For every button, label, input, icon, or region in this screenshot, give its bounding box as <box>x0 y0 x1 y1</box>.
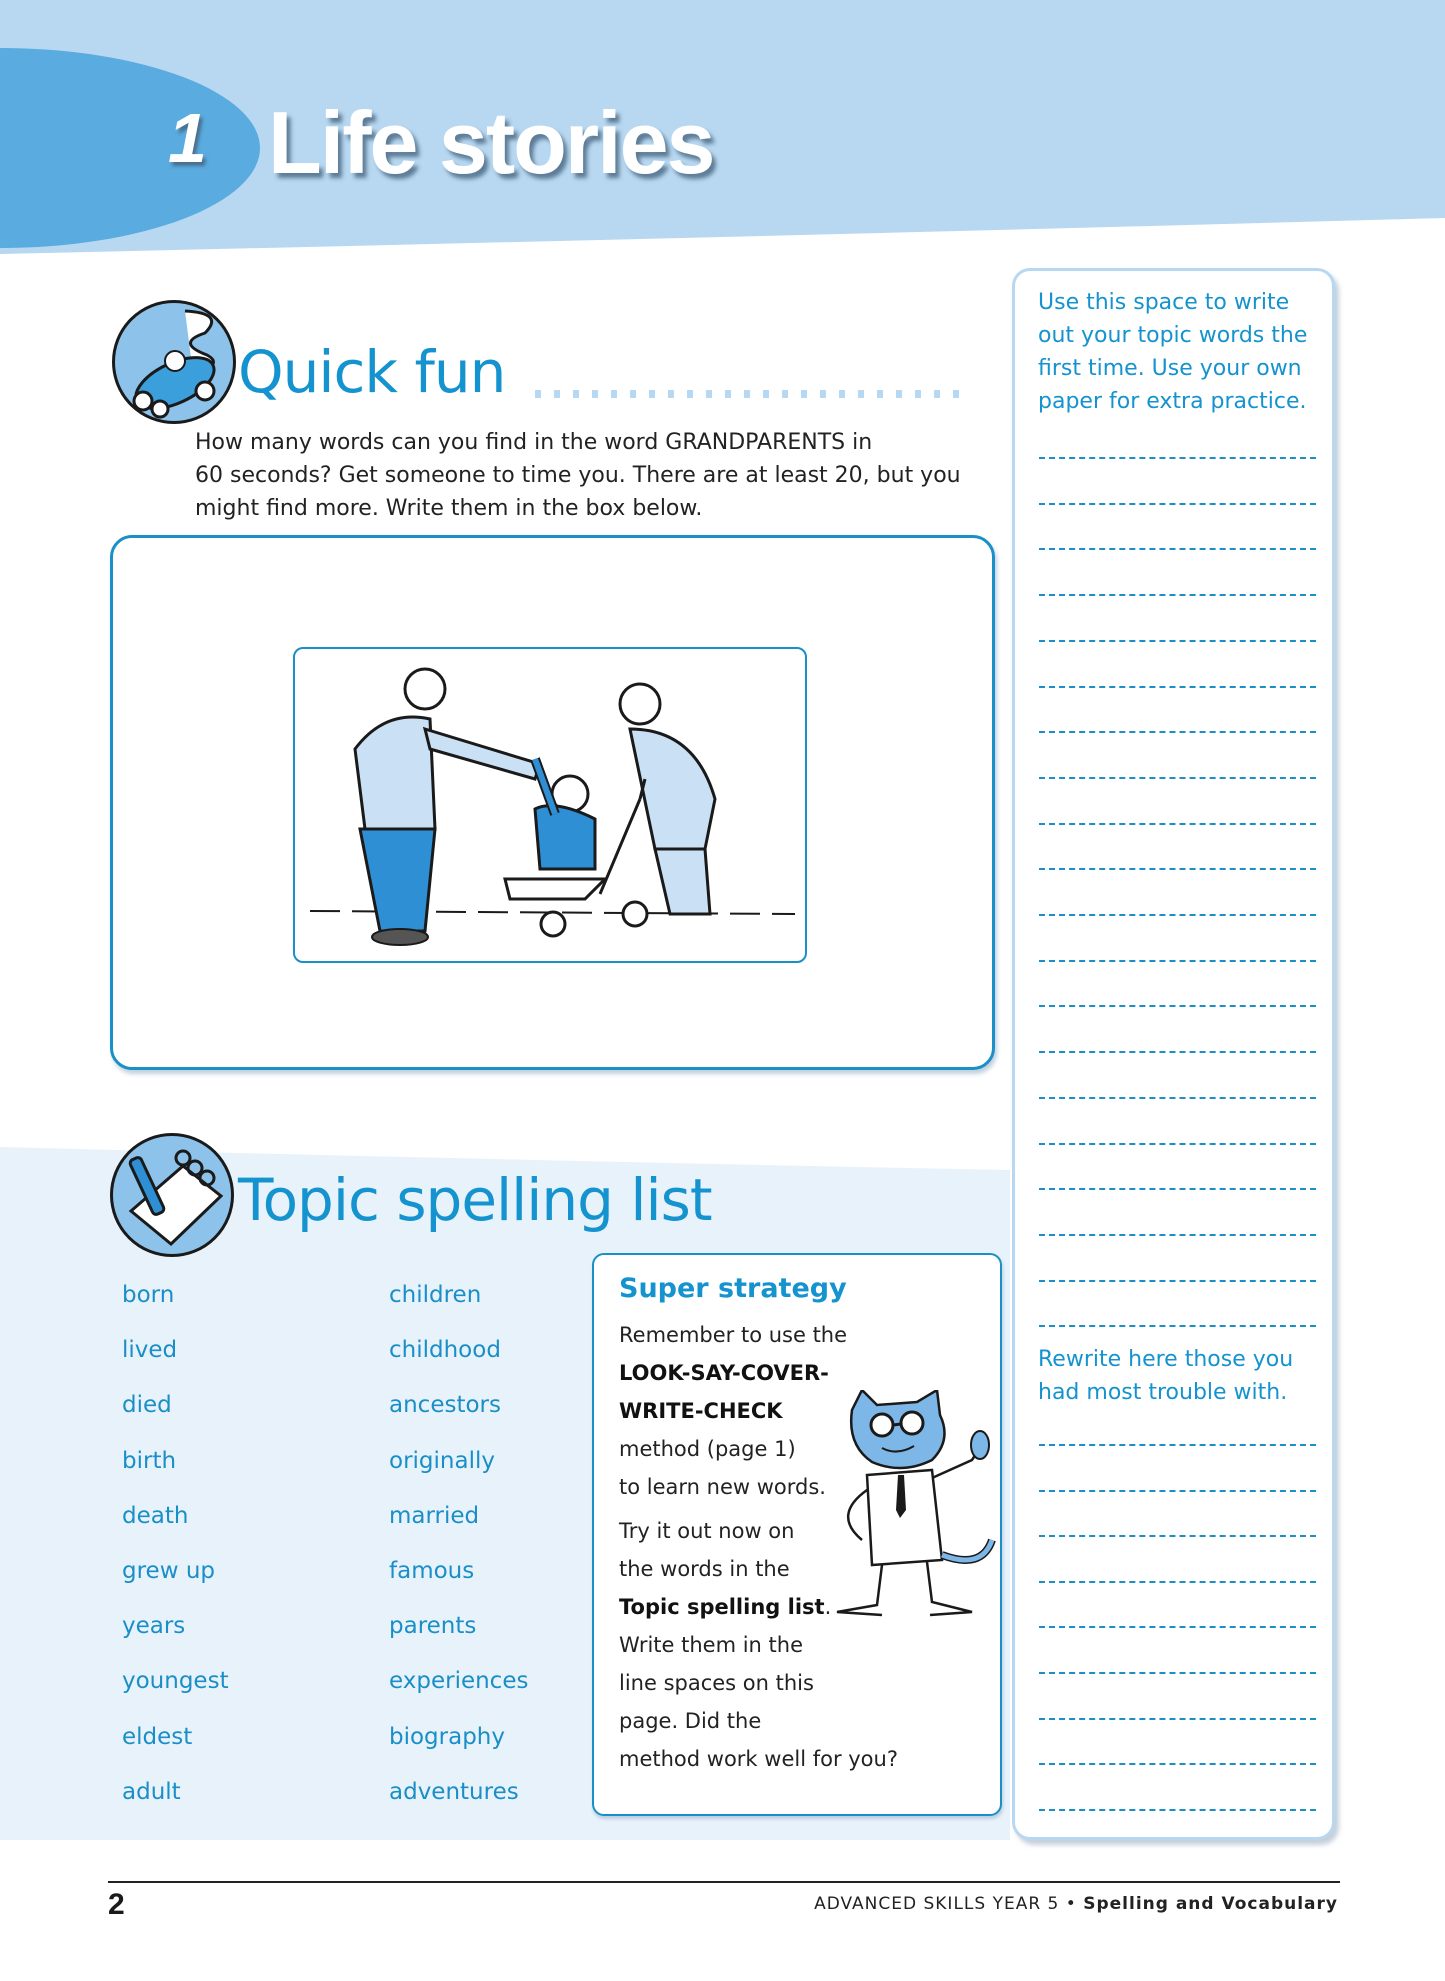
write-line[interactable] <box>1039 914 1316 916</box>
write-line[interactable] <box>1039 868 1316 870</box>
write-line[interactable] <box>1039 960 1316 962</box>
grandparents-illustration <box>293 647 807 963</box>
cat-mascot-icon <box>822 1390 1002 1625</box>
write-line[interactable] <box>1039 1672 1316 1674</box>
sidebar-intro-line: first time. Use your own <box>1038 356 1302 381</box>
spelling-word: ancestors <box>389 1392 501 1419</box>
sidebar-intro-line: out your topic words the <box>1038 323 1308 348</box>
write-line[interactable] <box>1039 503 1316 505</box>
strategy-line: method work well for you? <box>619 1747 898 1771</box>
write-line[interactable] <box>1039 1143 1316 1145</box>
strategy-line: Try it out now on <box>619 1519 795 1543</box>
write-line[interactable] <box>1039 1490 1316 1492</box>
series-name: ADVANCED SKILLS YEAR 5 <box>814 1894 1060 1914</box>
write-line[interactable] <box>1039 731 1316 733</box>
sidebar-rewrite-line: Rewrite here those you <box>1038 1347 1294 1372</box>
strategy-line <box>619 1595 831 1619</box>
chapter-title: Life stories <box>268 93 714 192</box>
word-practice-sidebar <box>1012 268 1335 1840</box>
spelling-column-2 <box>389 1282 528 1834</box>
instruction-line: might find more. Write them in the box below. <box>195 496 703 521</box>
strategy-line: method (page 1) <box>619 1437 796 1461</box>
write-line[interactable] <box>1039 1097 1316 1099</box>
chapter-number: 1 <box>168 99 207 177</box>
write-line[interactable] <box>1039 640 1316 642</box>
spelling-word: birth <box>122 1447 177 1474</box>
topic-spelling-heading: Topic spelling list <box>238 1166 712 1234</box>
period: . <box>824 1595 832 1619</box>
strategy-line: line spaces on this <box>619 1671 814 1695</box>
write-line[interactable] <box>1039 1325 1316 1327</box>
spelling-word: famous <box>389 1557 475 1584</box>
sidebar-intro-line: paper for extra practice. <box>1038 389 1307 414</box>
write-line[interactable] <box>1039 548 1316 550</box>
spelling-word: experiences <box>389 1668 529 1695</box>
spelling-word: adventures <box>389 1778 519 1805</box>
page-number: 2 <box>108 1888 125 1921</box>
write-line[interactable] <box>1039 1581 1316 1583</box>
spelling-word: originally <box>389 1447 495 1474</box>
spelling-word: childhood <box>389 1337 501 1364</box>
subject-name: Spelling and Vocabulary <box>1083 1894 1338 1914</box>
notepad-pencil-icon <box>110 1133 234 1257</box>
write-line[interactable] <box>1039 1718 1316 1720</box>
write-line[interactable] <box>1039 823 1316 825</box>
strategy-line: the words in the <box>619 1557 790 1581</box>
sidebar-intro-line: Use this space to write <box>1038 290 1290 315</box>
write-line[interactable] <box>1039 777 1316 779</box>
spelling-word: biography <box>389 1723 505 1750</box>
quick-fun-heading: Quick fun <box>238 338 506 406</box>
spelling-word: grew up <box>122 1557 215 1584</box>
write-line[interactable] <box>1039 1763 1316 1765</box>
write-line[interactable] <box>1039 1280 1316 1282</box>
super-strategy-box <box>592 1253 1002 1816</box>
quick-fun-instructions <box>195 426 975 525</box>
spelling-word: parents <box>389 1613 477 1640</box>
spelling-column-1 <box>122 1282 229 1834</box>
strategy-line: Write them in the <box>619 1633 803 1657</box>
write-line[interactable] <box>1039 1626 1316 1628</box>
spelling-word: years <box>122 1613 186 1640</box>
spelling-word: eldest <box>122 1723 193 1750</box>
write-line[interactable] <box>1039 1535 1316 1537</box>
method-name: WRITE-CHECK <box>619 1399 783 1423</box>
spelling-word: adult <box>122 1778 181 1805</box>
super-strategy-title: Super strategy <box>619 1273 847 1304</box>
footer-rule <box>108 1881 1340 1883</box>
instruction-line: 60 seconds? Get someone to time you. There are at least 20, but you <box>195 463 961 488</box>
spelling-word: married <box>389 1502 480 1529</box>
spelling-word: children <box>389 1282 482 1308</box>
write-line[interactable] <box>1039 1051 1316 1053</box>
footer-series <box>814 1894 1338 1914</box>
topic-list-reference: Topic spelling list <box>619 1595 825 1619</box>
write-line[interactable] <box>1039 1188 1316 1190</box>
write-line[interactable] <box>1039 1234 1316 1236</box>
instruction-line: How many words can you find in the word GRANDPARENTS in <box>195 430 873 455</box>
strategy-line <box>619 1361 829 1385</box>
write-line[interactable] <box>1039 686 1316 688</box>
racing-car-icon <box>112 300 236 424</box>
spelling-word: death <box>122 1502 189 1529</box>
method-name: LOOK-SAY-COVER- <box>619 1361 829 1385</box>
write-line[interactable] <box>1039 1809 1316 1811</box>
sidebar-rewrite-instruction <box>1038 1343 1293 1409</box>
strategy-line: page. Did the <box>619 1709 762 1733</box>
sidebar-intro <box>1038 286 1307 418</box>
spelling-word: youngest <box>122 1668 229 1695</box>
strategy-line: Remember to use the <box>619 1323 848 1347</box>
write-line[interactable] <box>1039 1005 1316 1007</box>
spelling-word: lived <box>122 1337 178 1364</box>
write-line[interactable] <box>1039 1444 1316 1446</box>
write-line[interactable] <box>1039 457 1316 459</box>
heading-dotted-rule <box>535 390 960 398</box>
strategy-line: to learn new words. <box>619 1475 826 1499</box>
spelling-word: born <box>122 1282 175 1308</box>
write-line[interactable] <box>1039 594 1316 596</box>
sidebar-rewrite-line: had most trouble with. <box>1038 1380 1288 1405</box>
separator: • <box>1065 1894 1077 1914</box>
strategy-line <box>619 1399 783 1423</box>
spelling-word: died <box>122 1392 172 1419</box>
